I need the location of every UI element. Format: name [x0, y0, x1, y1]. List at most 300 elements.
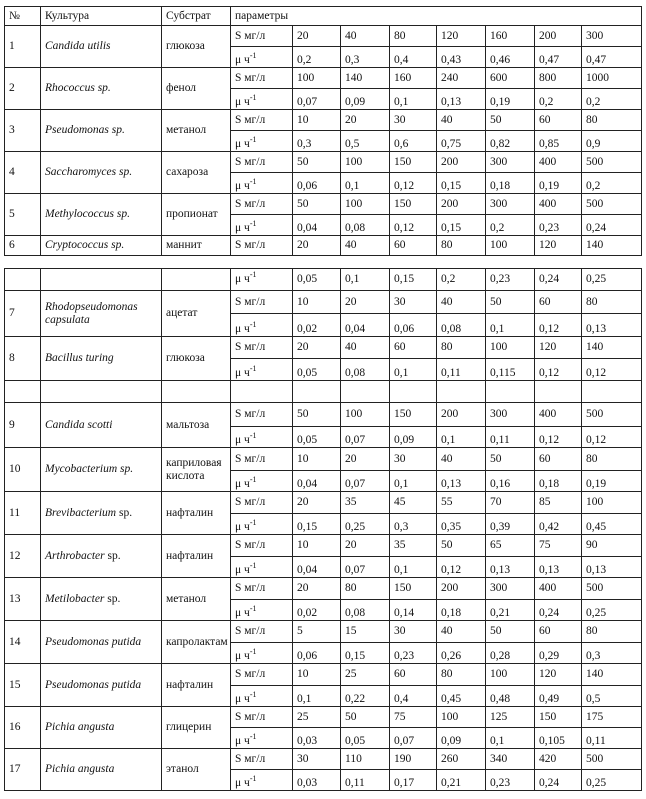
mu-value: 0,04	[293, 557, 341, 578]
mu-label: μ $ч^{-1}$	[231, 359, 293, 381]
mu-label: μ $ч^{-1}$	[231, 557, 293, 578]
mu-value: 0,2	[486, 215, 535, 236]
mu-value: 0,49	[535, 686, 582, 707]
culture-name	[41, 291, 162, 337]
substrate-name: нафталин	[162, 535, 231, 578]
s-value: 500	[582, 194, 642, 215]
mu-value: 0,4	[390, 47, 437, 68]
mu-value: 0,2	[582, 89, 642, 110]
s-label: S мг/л	[231, 535, 293, 557]
mu-value: 0,12	[582, 359, 642, 381]
culture-name	[41, 492, 162, 535]
mu-label: μ $ч^{-1}$	[231, 471, 293, 492]
s-value: 10	[293, 110, 341, 131]
culture-name-text: Rhodopseudomonas capsulata	[45, 300, 138, 326]
mu-value: 0,2	[293, 47, 341, 68]
s-value: 200	[437, 152, 486, 173]
mu-value: 0,12	[582, 427, 642, 448]
mu-value: 0,21	[486, 600, 535, 621]
s-value: 150	[390, 578, 437, 600]
table-row	[5, 194, 642, 215]
s-value: 260	[437, 749, 486, 770]
mu-value: 0,5	[582, 686, 642, 707]
mu-value: 0,3	[582, 643, 642, 664]
mu-value: 0,08	[341, 359, 390, 381]
s-value: 80	[390, 26, 437, 47]
mu-value: 0,02	[293, 314, 341, 337]
s-value: 10	[293, 291, 341, 314]
s-value: 160	[390, 68, 437, 89]
s-value: 140	[582, 236, 642, 256]
row-num: 10	[5, 448, 41, 492]
s-value: 140	[582, 337, 642, 359]
mu-value: 0,1	[437, 427, 486, 448]
s-value: 150	[390, 194, 437, 215]
mu-value: 0,24	[535, 600, 582, 621]
mu-value: 0,14	[390, 600, 437, 621]
mu-value: 0,9	[582, 131, 642, 152]
mu-label: μ $ч^{-1}$	[231, 643, 293, 664]
table-row	[5, 621, 642, 643]
s-value: 40	[437, 291, 486, 314]
s-label: S мг/л	[231, 749, 293, 770]
header-row	[5, 7, 642, 26]
s-label: S мг/л	[231, 403, 293, 427]
row-num: 8	[5, 337, 41, 381]
s-value: 100	[582, 492, 642, 514]
s-value: 500	[582, 403, 642, 427]
substrate-name: метанол	[162, 578, 231, 621]
culture-name-text: Pseudomonas sp.	[45, 124, 125, 136]
mu-value: 0,43	[437, 47, 486, 68]
s-value: 200	[437, 578, 486, 600]
mu-value: 0,24	[535, 269, 582, 291]
s-value: 100	[486, 664, 535, 686]
header-num: №	[5, 7, 41, 26]
mu-value: 0,1	[341, 269, 390, 291]
mu-value: 0,6	[390, 131, 437, 152]
s-value: 200	[535, 26, 582, 47]
mu-value: 0,12	[535, 359, 582, 381]
mu-value: 0,1	[390, 359, 437, 381]
culture-name	[41, 26, 162, 68]
s-value: 80	[437, 337, 486, 359]
mu-value: 0,25	[582, 269, 642, 291]
culture-name-text: Candida utilis	[45, 40, 111, 52]
row-num: 9	[5, 403, 41, 448]
mu-label: μ $ч^{-1}$	[231, 131, 293, 152]
s-value: 60	[535, 448, 582, 471]
s-value: 50	[293, 194, 341, 215]
s-value: 400	[535, 194, 582, 215]
table-row	[5, 403, 642, 427]
mu-value: 0,115	[486, 359, 535, 381]
mu-value: 0,04	[341, 314, 390, 337]
row-num: 4	[5, 152, 41, 194]
s-value: 100	[486, 337, 535, 359]
mu-value: 0,19	[535, 173, 582, 194]
mu-value: 0,3	[341, 47, 390, 68]
s-value: 300	[486, 152, 535, 173]
substrate-name: глицерин	[162, 707, 231, 749]
mu-value: 0,75	[437, 131, 486, 152]
s-label: S мг/л	[231, 291, 293, 314]
mu-value: 0,06	[293, 173, 341, 194]
mu-value: 0,05	[293, 359, 341, 381]
s-value: 60	[390, 664, 437, 686]
culture-name	[41, 749, 162, 791]
culture-name	[41, 535, 162, 578]
s-value: 20	[293, 492, 341, 514]
row-num: 3	[5, 110, 41, 152]
substrate-name: глюкоза	[162, 26, 231, 68]
mu-label: μ $ч^{-1}$	[231, 47, 293, 68]
s-value: 1000	[582, 68, 642, 89]
mu-value: 0,24	[582, 215, 642, 236]
s-value: 300	[486, 194, 535, 215]
row-num: 2	[5, 68, 41, 110]
row-num: 6	[5, 236, 41, 256]
mu-value: 0,24	[535, 770, 582, 791]
s-value: 80	[437, 664, 486, 686]
substrate-name: ацетат	[162, 291, 231, 337]
row-num: 17	[5, 749, 41, 791]
mu-value: 0,12	[535, 314, 582, 337]
s-value: 400	[535, 152, 582, 173]
mu-value: 0,05	[293, 269, 341, 291]
s-value: 80	[341, 578, 390, 600]
table-row	[5, 749, 642, 770]
row-num: 5	[5, 194, 41, 236]
s-value: 100	[341, 194, 390, 215]
table-row	[5, 707, 642, 728]
mu-value: 0,19	[582, 471, 642, 492]
s-value: 40	[437, 621, 486, 643]
culture-name	[41, 707, 162, 749]
s-value: 80	[582, 448, 642, 471]
s-value: 420	[535, 749, 582, 770]
s-value: 40	[437, 448, 486, 471]
table-row	[5, 578, 642, 600]
empty-row	[5, 381, 642, 403]
mu-value: 0,17	[390, 770, 437, 791]
s-label: S мг/л	[231, 664, 293, 686]
mu-value: 0,11	[486, 427, 535, 448]
s-value: 35	[341, 492, 390, 514]
mu-value: 0,03	[293, 728, 341, 749]
culture-name	[41, 68, 162, 110]
mu-value: 0,2	[437, 269, 486, 291]
mu-value: 0,16	[486, 471, 535, 492]
substrate-name: маннит	[162, 236, 231, 256]
mu-value: 0,4	[390, 686, 437, 707]
s-value: 65	[486, 535, 535, 557]
s-value: 55	[437, 492, 486, 514]
mu-value: 0,46	[486, 47, 535, 68]
mu-value: 0,22	[341, 686, 390, 707]
s-label: S мг/л	[231, 110, 293, 131]
mu-value: 0,25	[582, 600, 642, 621]
s-value: 75	[390, 707, 437, 728]
substrate-name: фенол	[162, 68, 231, 110]
s-value: 20	[293, 578, 341, 600]
s-value: 190	[390, 749, 437, 770]
s-value: 150	[390, 403, 437, 427]
s-value: 30	[390, 448, 437, 471]
mu-value: 0,82	[486, 131, 535, 152]
s-value: 400	[535, 403, 582, 427]
culture-name-text: Pseudomonas putida	[45, 678, 142, 691]
s-value: 50	[293, 403, 341, 427]
s-value: 400	[535, 578, 582, 600]
culture-name-text: Metilobacter	[45, 592, 105, 605]
culture-suffix: sp.	[104, 549, 121, 562]
substrate-name: капролактам	[162, 621, 231, 664]
s-value: 100	[437, 707, 486, 728]
s-value: 60	[535, 621, 582, 643]
s-value: 175	[582, 707, 642, 728]
mu-value: 0,12	[390, 215, 437, 236]
s-value: 100	[293, 68, 341, 89]
data-table-part1	[4, 6, 642, 256]
substrate-name: нафталин	[162, 492, 231, 535]
mu-value: 0,47	[535, 47, 582, 68]
s-value: 40	[341, 236, 390, 256]
s-value: 45	[390, 492, 437, 514]
s-value: 80	[582, 291, 642, 314]
s-value: 10	[293, 448, 341, 471]
s-value: 30	[390, 621, 437, 643]
mu-value: 0,12	[437, 557, 486, 578]
s-value: 300	[486, 578, 535, 600]
s-value: 140	[582, 664, 642, 686]
substrate-name: каприловая кислота	[162, 448, 231, 492]
data-table-part2	[4, 268, 642, 791]
s-value: 25	[341, 664, 390, 686]
table-row	[5, 291, 642, 314]
s-value: 75	[535, 535, 582, 557]
substrate-name: этанол	[162, 749, 231, 791]
mu-value: 0,2	[535, 89, 582, 110]
culture-name-text: Brevibacterium	[45, 506, 117, 519]
culture-name-text: Bacillus turing	[45, 352, 114, 364]
culture-name-text: Mycobacterium sp.	[45, 463, 134, 475]
mu-value: 0,26	[437, 643, 486, 664]
s-value: 20	[293, 26, 341, 47]
s-value: 50	[486, 448, 535, 471]
s-label: S мг/л	[231, 621, 293, 643]
culture-name-text: Arthrobacter	[45, 549, 105, 562]
mu-value: 0,07	[341, 557, 390, 578]
mu-value: 0,1	[390, 89, 437, 110]
mu-value: 0,21	[437, 770, 486, 791]
s-label: S мг/л	[231, 707, 293, 728]
substrate-name: метанол	[162, 110, 231, 152]
s-value: 30	[390, 291, 437, 314]
table-row	[5, 110, 642, 131]
culture-name-text: Pichia angusta	[45, 763, 115, 775]
mu-value: 0,3	[293, 131, 341, 152]
mu-value: 0,07	[341, 427, 390, 448]
mu-value: 0,06	[390, 314, 437, 337]
mu-value: 0,15	[437, 215, 486, 236]
s-value: 30	[390, 110, 437, 131]
substrate-name: пропионат	[162, 194, 231, 236]
mu-label: μ $ч^{-1}$	[231, 314, 293, 337]
mu-value: 0,13	[486, 557, 535, 578]
mu-value: 0,85	[535, 131, 582, 152]
mu-value: 0,1	[390, 557, 437, 578]
s-value: 30	[293, 749, 341, 770]
mu-value: 0,25	[341, 514, 390, 535]
table-row	[5, 236, 642, 256]
mu-value: 0,06	[293, 643, 341, 664]
s-value: 120	[437, 26, 486, 47]
s-value: 120	[535, 664, 582, 686]
mu-value: 0,1	[390, 471, 437, 492]
s-value: 80	[437, 236, 486, 256]
s-value: 340	[486, 749, 535, 770]
mu-value: 0,08	[341, 215, 390, 236]
s-value: 90	[582, 535, 642, 557]
culture-name	[41, 621, 162, 664]
s-value: 300	[486, 403, 535, 427]
culture-name: Cryptococcus sp.	[41, 236, 162, 256]
mu-value: 0,15	[341, 643, 390, 664]
mu-value: 0,1	[341, 173, 390, 194]
s-label: S мг/л	[231, 337, 293, 359]
s-value: 20	[341, 535, 390, 557]
culture-name	[41, 337, 162, 381]
s-value: 50	[486, 110, 535, 131]
s-value: 20	[293, 337, 341, 359]
culture-suffix: sp.	[104, 592, 121, 605]
s-value: 40	[341, 337, 390, 359]
row-num: 12	[5, 535, 41, 578]
row-num: 7	[5, 291, 41, 337]
row-num: 13	[5, 578, 41, 621]
s-value: 20	[341, 110, 390, 131]
table-row	[5, 664, 642, 686]
culture-name	[41, 110, 162, 152]
mu-value: 0,15	[293, 514, 341, 535]
mu-value: 0,1	[293, 686, 341, 707]
s-value: 25	[293, 707, 341, 728]
mu-value: 0,48	[486, 686, 535, 707]
header-culture: Культура	[41, 7, 162, 26]
culture-name-text: Pseudomonas putida	[45, 635, 142, 648]
mu-label: μ $ч^{-1}$	[231, 427, 293, 448]
mu-value: 0,18	[535, 471, 582, 492]
mu-value: 0,23	[535, 215, 582, 236]
mu-value: 0,11	[582, 728, 642, 749]
mu-value: 0,03	[293, 770, 341, 791]
s-label: S мг/л	[231, 236, 293, 256]
row-num: 16	[5, 707, 41, 749]
s-value: 500	[582, 749, 642, 770]
mu-value: 0,13	[437, 471, 486, 492]
culture-name	[41, 194, 162, 236]
header-params: параметры	[231, 7, 642, 26]
s-value: 80	[582, 621, 642, 643]
mu-value: 0,29	[535, 643, 582, 664]
s-value: 200	[437, 403, 486, 427]
mu-label: μ $ч^{-1}$	[231, 89, 293, 110]
mu-value: 0,07	[341, 471, 390, 492]
culture-name	[41, 152, 162, 194]
s-value: 500	[582, 152, 642, 173]
mu-value: 0,07	[390, 728, 437, 749]
s-value: 125	[486, 707, 535, 728]
table-row	[5, 152, 642, 173]
s-value: 50	[486, 621, 535, 643]
s-value: 100	[486, 236, 535, 256]
culture-name-text: Rhococcus sp.	[45, 82, 111, 94]
s-value: 200	[437, 194, 486, 215]
s-value: 240	[437, 68, 486, 89]
s-value: 50	[341, 707, 390, 728]
mu-value: 0,08	[437, 314, 486, 337]
substrate-name: нафталин	[162, 664, 231, 707]
culture-name	[41, 664, 162, 707]
mu-value: 0,18	[486, 173, 535, 194]
s-value: 35	[390, 535, 437, 557]
mu-value: 0,2	[582, 173, 642, 194]
s-label: S мг/л	[231, 578, 293, 600]
mu-value: 0,3	[390, 514, 437, 535]
s-value: 50	[486, 291, 535, 314]
substrate-name: мальтоза	[162, 403, 231, 448]
mu-value: 0,13	[582, 314, 642, 337]
row-num: 15	[5, 664, 41, 707]
s-value: 40	[437, 110, 486, 131]
s-label: S мг/л	[231, 26, 293, 47]
mu-value: 0,15	[390, 269, 437, 291]
s-value: 70	[486, 492, 535, 514]
substrate-name: сахароза	[162, 152, 231, 194]
s-value: 800	[535, 68, 582, 89]
s-value: 140	[341, 68, 390, 89]
mu-value: 0,09	[341, 89, 390, 110]
row-num: 1	[5, 26, 41, 68]
mu-value: 0,42	[535, 514, 582, 535]
s-value: 5	[293, 621, 341, 643]
s-value: 20	[341, 291, 390, 314]
culture-name	[41, 403, 162, 448]
s-value: 120	[535, 337, 582, 359]
mu-value: 0,12	[535, 427, 582, 448]
mu-value: 0,47	[582, 47, 642, 68]
mu-value: 0,39	[486, 514, 535, 535]
mu-value: 0,11	[341, 770, 390, 791]
mu-value: 0,45	[582, 514, 642, 535]
s-value: 15	[341, 621, 390, 643]
s-label: S мг/л	[231, 68, 293, 89]
mu-value: 0,09	[437, 728, 486, 749]
s-label: S мг/л	[231, 152, 293, 173]
s-value: 150	[535, 707, 582, 728]
culture-suffix: sp.	[116, 506, 133, 519]
mu-value: 0,105	[535, 728, 582, 749]
mu-label: μ $ч^{-1}$	[231, 600, 293, 621]
substrate-name: глюкоза	[162, 337, 231, 381]
mu-value: 0,08	[341, 600, 390, 621]
table-row	[5, 68, 642, 89]
s-value: 85	[535, 492, 582, 514]
s-value: 50	[437, 535, 486, 557]
culture-name	[41, 448, 162, 492]
mu-value: 0,04	[293, 471, 341, 492]
